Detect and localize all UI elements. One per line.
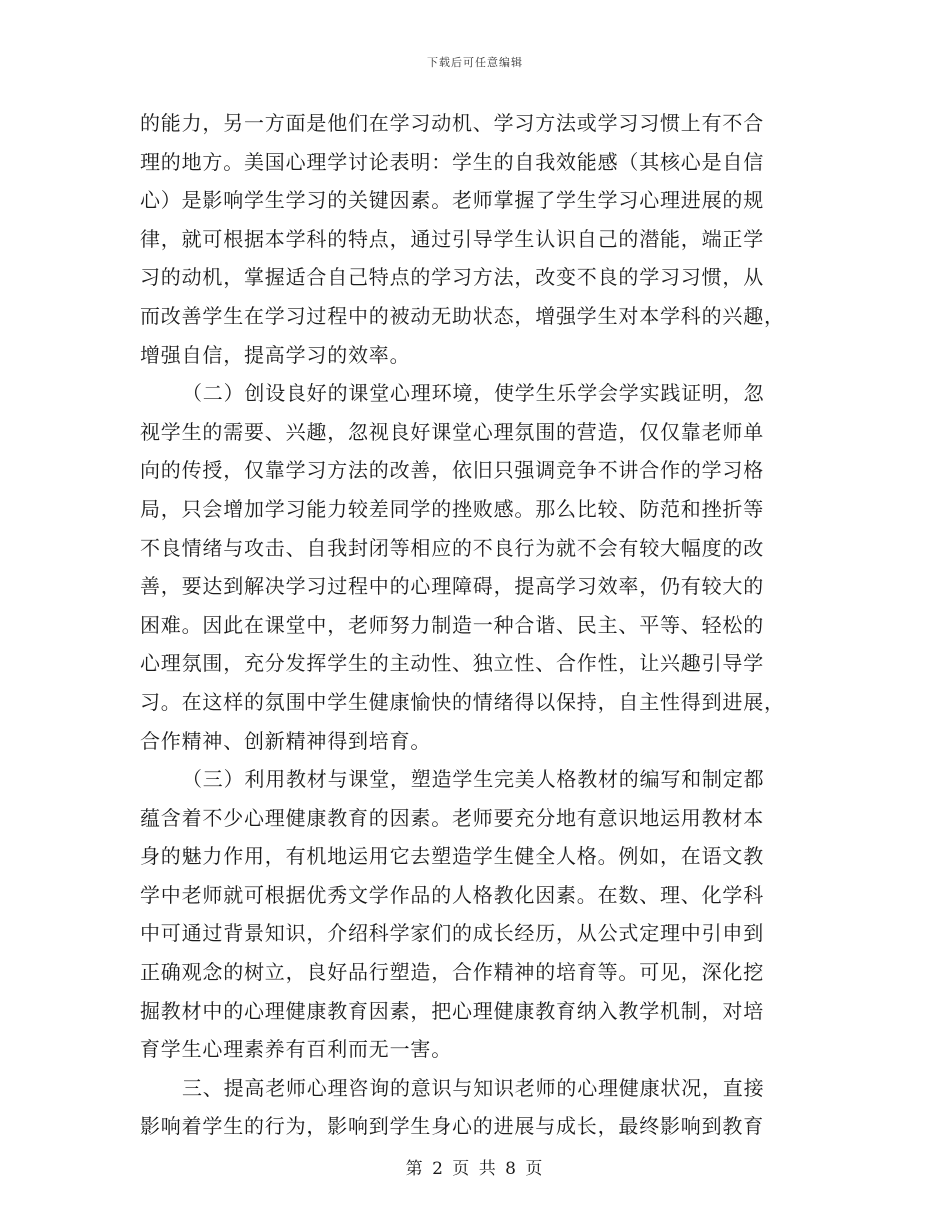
text-line: 的能力，另一方面是他们在学习动机、学习方法或学习习惯上有不合 [140, 111, 764, 135]
text-line: 向的传授，仅靠学习方法的改善，依旧只强调竞争不讲合作的学习格 [140, 458, 764, 483]
page-header: 下载后可任意编辑 [427, 56, 523, 69]
text-line: 中可通过背景知识，介绍科学家们的成长经历，从公式定理中引申到 [140, 921, 764, 946]
text-line: 合作精神、创新精神得到培育。 [140, 728, 432, 753]
text-line: 视学生的需要、兴趣，忽视良好课堂心理氛围的营造，仅仅靠老师单 [140, 419, 764, 444]
text-line: 律，就可根据本学科的特点，通过引导学生认识自己的潜能，端正学 [140, 226, 764, 251]
text-line: 影响着学生的行为，影响到学生身心的进展与成长，最终影响到教育 [140, 1114, 764, 1139]
text-line: （三）利用教材与课堂，塑造学生完美人格教材的编写和制定都 [182, 767, 765, 792]
text-line: 习。在这样的氛围中学生健康愉快的情绪得以保持，自主性得到进展， [140, 689, 785, 714]
text-line: 理的地方。美国心理学讨论表明：学生的自我效能感（其核心是自信 [140, 149, 764, 174]
document-body [140, 104, 810, 1146]
paragraph [140, 104, 810, 374]
text-line: 而改善学生在学习过程中的被动无助状态，增强学生对本学科的兴趣， [140, 303, 785, 328]
text-line: 困难。因此在课堂中，老师努力制造一种合谐、民主、平等、轻松的 [140, 612, 764, 637]
text-line: 学中老师就可根据优秀文学作品的人格教化因素。在数、理、化学科 [140, 882, 764, 907]
paragraph [140, 374, 810, 760]
text-line: 善，要达到解决学习过程中的心理障碍，提高学习效率，仍有较大的 [140, 574, 764, 599]
text-line: 育学生心理素养有百利而无一害。 [140, 1037, 452, 1062]
text-line: 正确观念的树立，良好品行塑造，合作精神的培育等。可见，深化挖 [140, 960, 764, 985]
text-line: （二）创设良好的课堂心理环境，使学生乐学会学实践证明，忽 [182, 381, 765, 406]
text-line: 蕴含着不少心理健康教育的因素。老师要充分地有意识地运用教材本 [140, 805, 764, 830]
text-line: 不良情绪与攻击、自我封闭等相应的不良行为就不会有较大幅度的改 [140, 535, 764, 560]
text-line: 三、提高老师心理咨询的意识与知识老师的心理健康状况，直接 [182, 1075, 765, 1100]
page-number: 第 2 页 共 8 页 [405, 1159, 545, 1179]
text-line: 身的魅力作用，有机地运用它去塑造学生健全人格。例如，在语文教 [140, 844, 764, 869]
text-line: 习的动机，掌握适合自己特点的学习方法，改变不良的学习习惯，从 [140, 265, 764, 290]
text-line: 局，只会增加学习能力较差同学的挫败感。那么比较、防范和挫折等 [140, 496, 764, 521]
text-line: 增强自信，提高学习的效率。 [140, 342, 411, 367]
text-line: 心）是影响学生学习的关键因素。老师掌握了学生学习心理进展的规 [140, 188, 764, 213]
text-line: 心理氛围，充分发挥学生的主动性、独立性、合作性，让兴趣引导学 [140, 651, 764, 676]
paragraph [140, 1069, 810, 1146]
paragraph [140, 760, 810, 1069]
text-line: 掘教材中的心理健康教育因素，把心理健康教育纳入教学机制，对培 [140, 998, 764, 1023]
